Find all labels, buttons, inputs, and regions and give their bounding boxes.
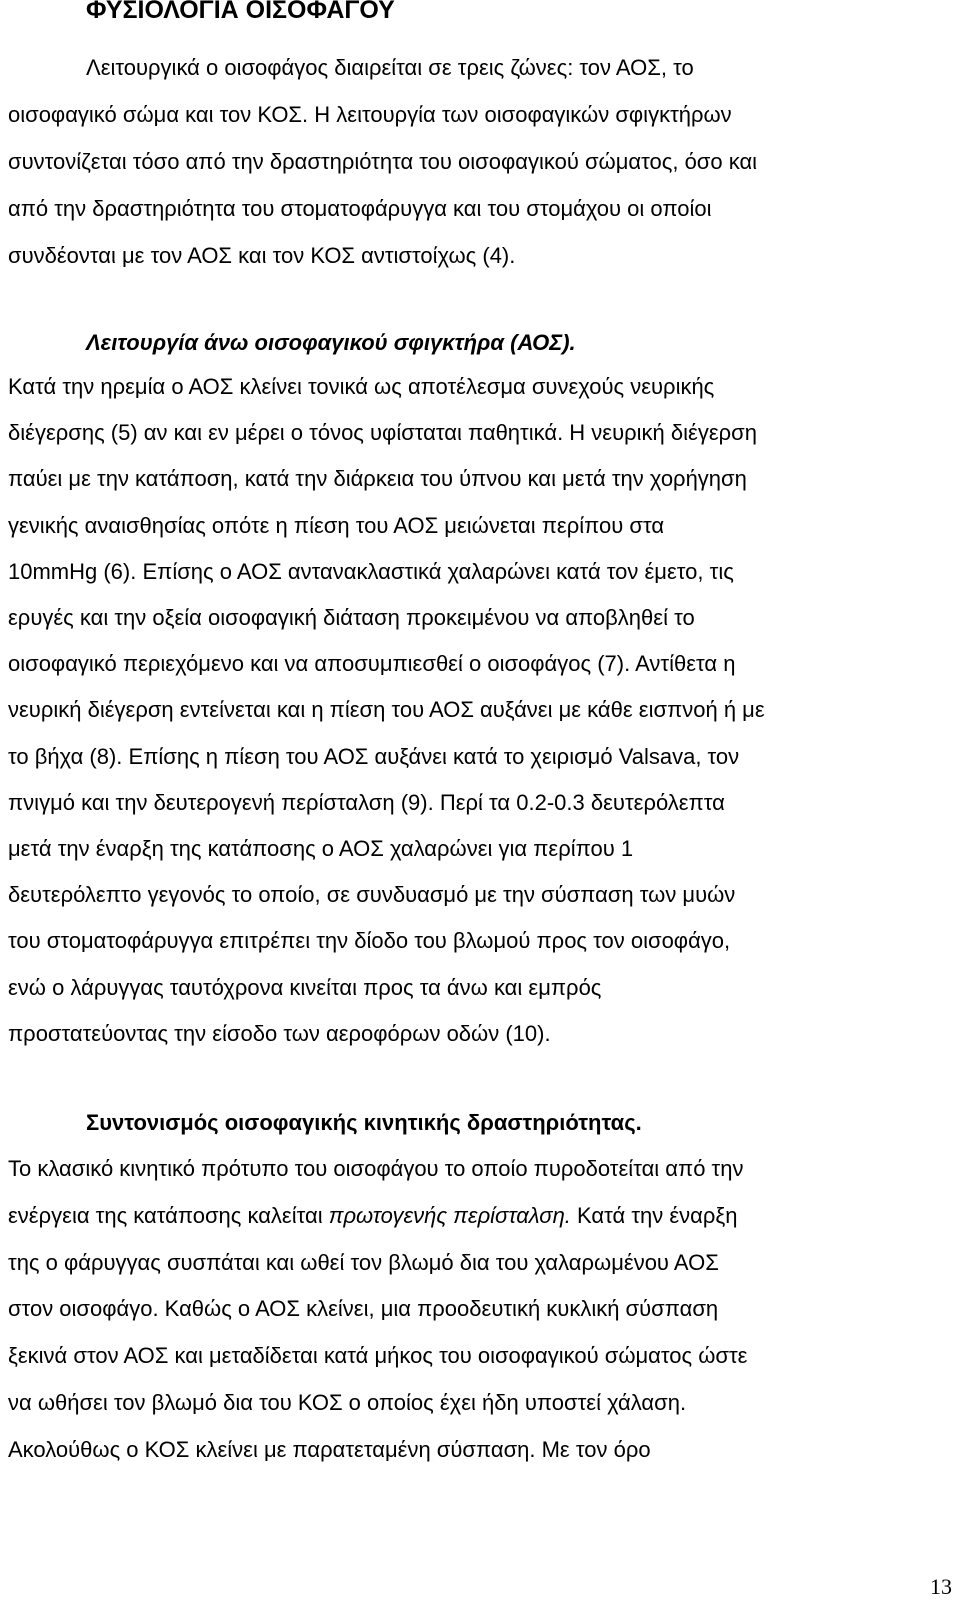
page-number: 13 [930,1574,952,1599]
text-line: συντονίζεται τόσο από την δραστηριότητα του οισοφαγικού σώματος, όσο και [8,149,758,174]
text-line: του στοματοφάρυγγα επιτρέπει την δίοδο του βλωμού προς τον οισοφάγο, [8,928,731,954]
page-title: ΦΥΣΙΟΛΟΓΙΑ ΟΙΣΟΦΑΓΟΥ [86,0,395,24]
text-line: ερυγές και την οξεία οισοφαγική διάταση προκειμένου να αποβληθεί το [8,605,695,631]
text-line: Λειτουργικά ο οισοφάγος διαιρείται σε τρεις ζώνες: τον ΑΟΣ, το [86,55,694,80]
text-line: της ο φάρυγγας συσπάται και ωθεί τον βλωμό δια του χαλαρωμένου ΑΟΣ [8,1249,719,1275]
text-line: μετά την έναρξη της κατάποσης ο ΑΟΣ χαλαρώνει για περίπου 1 [8,836,634,862]
text-line: νευρική διέγερση εντείνεται και η πίεση του ΑΟΣ αυξάνει με κάθε εισπνοή ή με [8,697,765,723]
text-segment: Κατά την έναρξη [570,1202,738,1228]
intro-paragraph [8,44,908,279]
text-line: οισοφαγικό περιεχόμενο και να αποσυμπιεσθεί ο οισοφάγος (7). Αντίθετα η [8,651,736,677]
aos-paragraph [8,364,933,1057]
text-line: οισοφαγικό σώμα και τον ΚΟΣ. Η λειτουργία των οισοφαγικών σφιγκτήρων [8,102,732,127]
text-line: συνδέονται με τον ΑΟΣ και τον ΚΟΣ αντιστοίχως (4). [8,243,516,268]
text-line [8,1193,933,1240]
italic-term: πρωτογενής περίσταλση. [328,1202,571,1228]
text-line: στον οισοφάγο. Καθώς ο ΑΟΣ κλείνει, μια προοδευτική κυκλική σύσπαση [8,1296,719,1322]
text-line: παύει με την κατάποση, κατά την διάρκεια του ύπνου και μετά την χορήγηση [8,466,747,492]
text-segment: ενέργεια της κατάποσης καλείται [8,1202,329,1228]
text-line: Ακολούθως ο ΚΟΣ κλείνει με παρατεταμένη σύσπαση. Με τον όρο [8,1436,651,1462]
text-line: διέγερσης (5) αν και εν μέρει ο τόνος υφίσταται παθητικά. Η νευρική διέγερση [8,420,757,446]
text-line: ξεκινά στον ΑΟΣ και μεταδίδεται κατά μήκος του οισοφαγικού σώματος ώστε [8,1343,748,1369]
section-heading-coordination: Συντονισμός οισοφαγικής κινητικής δραστηριότητας. [86,1110,642,1135]
text-line: πνιγμό και την δευτερογενή περίσταλση (9). Περί τα 0.2-0.3 δευτερόλεπτα [8,789,725,815]
text-line: Κατά την ηρεμία ο ΑΟΣ κλείνει τονικά ως αποτέλεσμα συνεχούς νευρικής [8,374,715,399]
text-line: δευτερόλεπτο γεγονός το οποίο, σε συνδυασμό με την σύσπαση των μυών [8,882,736,908]
text-line: 10mmHg (6). Επίσης ο ΑΟΣ αντανακλαστικά χαλαρώνει κατά τον έμετο, τις [8,558,734,584]
text-line: από την δραστηριότητα του στοματοφάρυγγα και του στομάχου οι οποίοι [8,196,712,221]
coordination-paragraph [8,1146,933,1474]
text-line: το βήχα (8). Επίσης η πίεση του ΑΟΣ αυξάνει κατά το χειρισμό Valsava, τον [8,743,740,769]
section-heading-aos: Λειτουργία άνω οισοφαγικού σφιγκτήρα (ΑΟΣ). [86,330,576,355]
text-line: Το κλασικό κινητικό πρότυπο του οισοφάγου το οποίο πυροδοτείται από την [8,1156,744,1181]
text-line: γενικής αναισθησίας οπότε η πίεση του ΑΟΣ μειώνεται περίπου στα [8,512,665,538]
text-line: ενώ ο λάρυγγας ταυτόχρονα κινείται προς τα άνω και εμπρός [8,974,602,1000]
text-line: να ωθήσει τον βλωμό δια του ΚΟΣ ο οποίος έχει ήδη υποστεί χάλαση. [8,1389,687,1415]
text-line: προστατεύοντας την είσοδο των αεροφόρων οδών (10). [8,1020,551,1046]
